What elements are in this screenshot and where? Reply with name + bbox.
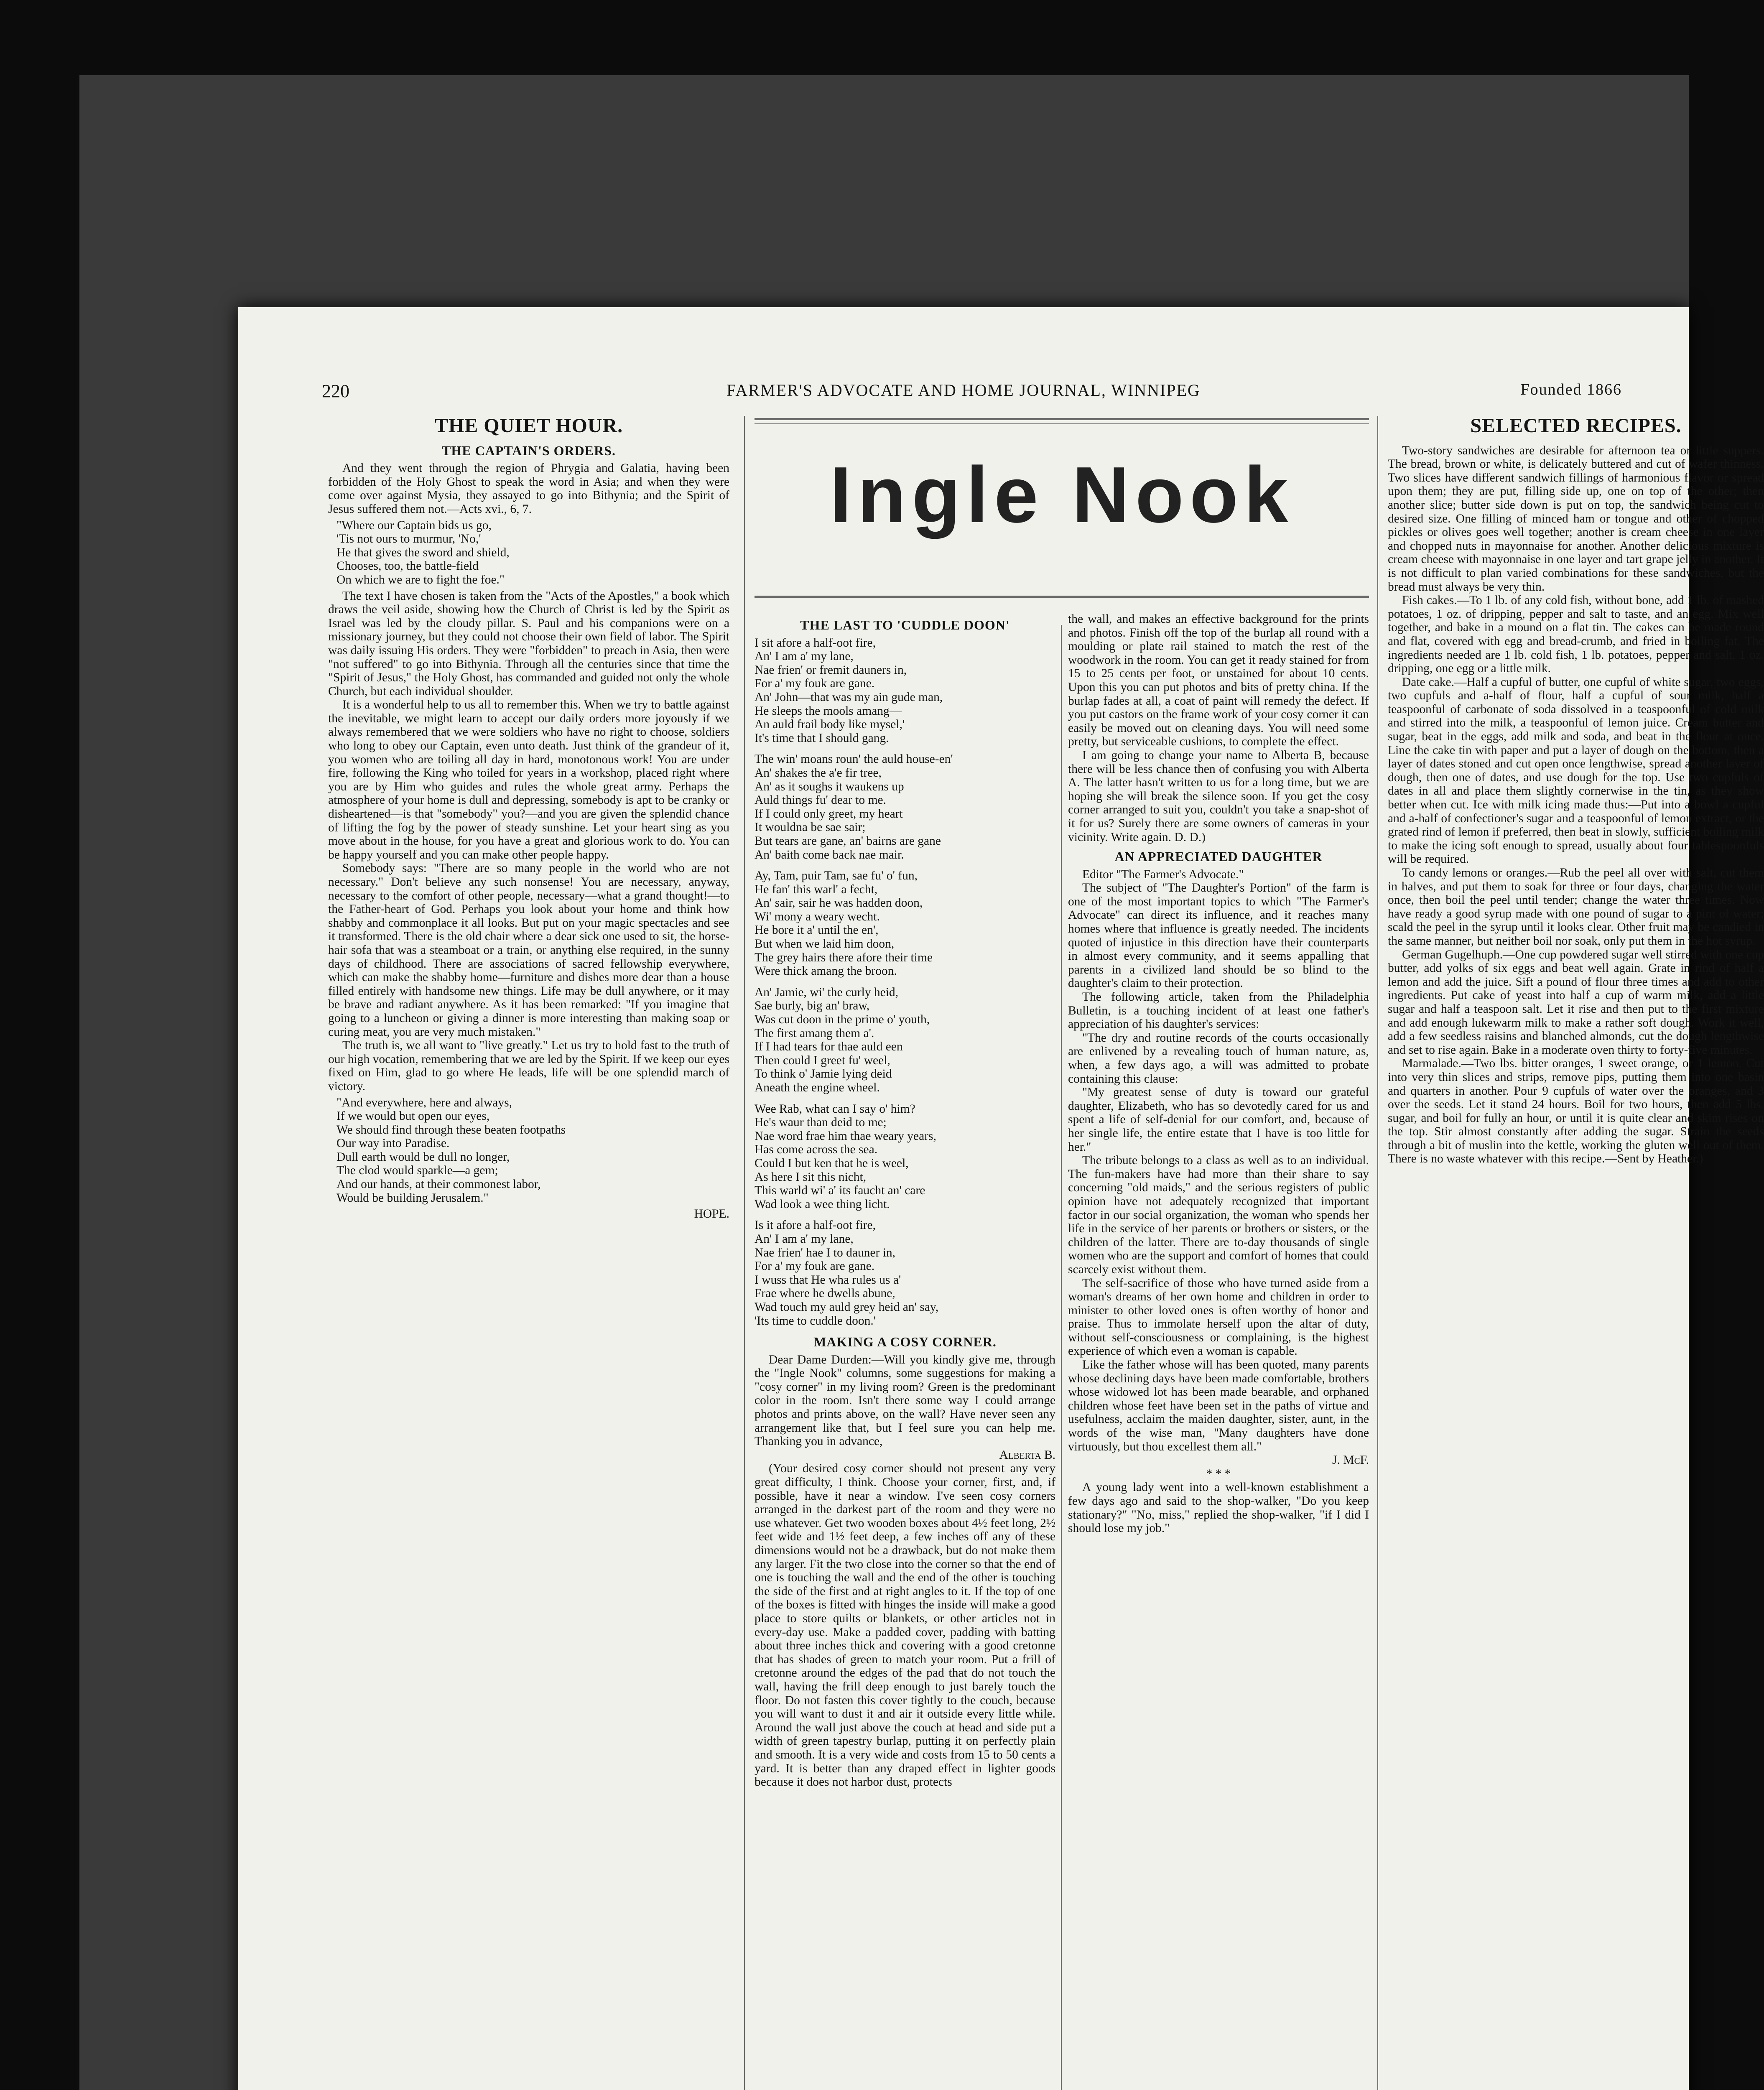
column-divider [744, 416, 745, 2090]
captains-orders-heading: THE CAPTAIN'S ORDERS. [441, 443, 616, 458]
paragraph: The subject of "The Daughter's Portion" of the farm is one of the most important topics to which "The Farmer's Advocate" can direct its influence, and it reaches many homes where that influence is greatly needed. The incidents quoted of injustice in this direction have their counterparts in almost every community, and it seems appalling that parents in a civilized land should be so blind to the daughter's claim to their protection. [1068, 881, 1369, 990]
salutation: Editor "The Farmer's Advocate." [1082, 867, 1244, 881]
letter: Dear Dame Durden:—Will you kindly give me, through the "Ingle Nook" columns, some suggestions for making a "cosy corner" in my living room? Green is the predominant color in the room. Isn't there some way I could arrange photos and prints above, on the wall? Have never seen any arrangement like that, but I feel sure you can help me. Thanking you in advance, [755, 1353, 1055, 1448]
recipe: German Gugelhuph.—One cup powdered sugar well stirred with one cup butter, add yolks of six eggs and beat well again. Grate in rind of half a lemon and add the juice. Sift a pound of flour three times and add to other ingredients. Put cake of yeast into half a cup of warm milk, add a little sugar and half a teaspoon salt. Let it rise and then put to the first mixture and add enough lukewarm milk to make a rather soft dough. Work it well, add a few seedless raisins and blanched almonds, cut the dough lengthwise and set to rise again. Bake in a moderate oven thirty to forty-five minutes. [1388, 948, 1764, 1057]
letter-signature: Alberta B. [999, 1448, 1055, 1462]
page-header [238, 380, 1689, 405]
founded-note: Founded 1866 [1520, 381, 1622, 398]
recipe: Fish cakes.—To 1 lb. of any cold fish, without bone, add 1 lb. of mashed potatoes, 1 oz. of dripping, pepper and salt to taste, and an egg. Mix well together, and bake in a mound on a flat tin. The cakes can be made round and flat, covered with egg and bread-crumb, and fried in boiling fat. The ingredients needed are 1 lb. cold fish, 1 lb. potatoes, pepper and salt, 1 oz. dripping, one egg or a little milk. [1388, 594, 1764, 675]
recipe: Marmalade.—Two lbs. bitter oranges, 1 sweet orange, or 1 lemon. Cut into very thin slices and strips, remove pips, putting them into one basin and quarters in another. Pour 9 cupfuls of water over the oranges, and 3 over the seeds. Let it stand 24 hours. Boil for two hours, then add 5 lbs. sugar, and boil for fully an hour, or until it is quite clear and skim rises on the top. Stir almost constantly after adding the sugar. Strain the seeds through a bit of muslin into the kettle, working the gluten well out of them. There is no waste whatever with this recipe.—Sent by Heather.) [1388, 1057, 1764, 1166]
recipe: To candy lemons or oranges.—Rub the peel all over with salt, cut them in halves, and put them to soak for three or four days, changing the water once, then boil the peel until tender; change the water three times. Now have ready a good syrup made with one pound of sugar to a pint of water; scald the peel in the syrup until it looks clear. Other fruit may be candied in the same manner, but neither boil nor soak, only put them in the hot syrup. [1388, 866, 1764, 948]
stanza: The win' moans roun' the auld house-en' An' shakes the a'e fir tree, An' as it soughs it waukens up Auld things fu' dear to me. If I could only greet, my heart It wouldna be sae sair; But tears are gane, an' bairns are gane An' baith come back nae mair. [755, 752, 953, 861]
running-title: FARMER'S ADVOCATE AND HOME JOURNAL, WINNIPEG [727, 381, 1201, 400]
masthead-rule [755, 596, 1369, 598]
stanza: I sit afore a half-oot fire, An' I am a' my lane, Nae frien' or fremit dauners in, For a' my fouk are gane. An' John—that was my ain gude man, He sleeps the mools amang— An auld frail body like mysel,' It's time that I should gang. [755, 636, 943, 745]
verse: "And everywhere, here and always, If we would but open our eyes, We should find through these beaten footpaths Our way into Paradise. Dull earth would be dull no longer, The clod would sparkle—a gem; And our hands, at their commonest labor, Would be building Jerusalem." [336, 1096, 566, 1205]
paragraph: And they went through the region of Phrygia and Galatia, having been forbidden of the Holy Ghost to speak the word in Asia; and when they were come over against Mysia, they assayed to go into Bithynia; and the Spirit of Jesus suffered them not.—Acts xvi., 6, 7. [328, 461, 729, 516]
anecdote: A young lady went into a well-known establishment a few days ago and said to the shop-walker, "Do you keep stationary?" "No, miss," replied the shop-walker, "if I did I should lose my job." [1068, 1481, 1369, 1535]
paragraph: Somebody says: "There are so many people in the world who are not necessary." Don't believe any such nonsense! You are necessary, anyway, necessary to the comfort of other people, necessary—what a grand thought!—to the Father-heart of God. Perhaps you look about your home and think how shabby and commonplace it all looks. But put on your magic spectacles and see it transformed. There is the old chair where a dear sick one used to sit, the horse-hair sofa that was a steamboat or a train, or anything else required, in the sunny days of childhood. There are associations of sacred fellowship everywhere, which can make the shabby home—furniture and dishes more dear than a house filled entirely with handsome new things. Life may be dull anywhere, or it may be brave and radiant anywhere. As it has been remarked: "If you imagine that going to a luncheon or giving a dinner is more interesting than making soap or curing meat, you are very much mistaken." [328, 861, 729, 1039]
signature: J. McF. [1332, 1453, 1369, 1467]
column-divider [1061, 625, 1062, 2090]
cuddle-doon-heading: THE LAST TO 'CUDDLE DOON' [800, 617, 1010, 632]
ingle-nook-column-left [755, 612, 1055, 2090]
paragraph: "The dry and routine records of the courts occasionally are enlivened by a revealing touch of human nature, as, when, a few days ago, a will was admitted to probate containing this clause: [1068, 1031, 1369, 1086]
separator-stars: * * * [1206, 1467, 1231, 1481]
paragraph: "My greatest sense of duty is toward our grateful daughter, Elizabeth, who has so devotedly cared for us and spent a life of self-denial for our comfort, and, because of her single life, the entire estate that I have is too little for her." [1068, 1086, 1369, 1154]
stanza: Is it afore a half-oot fire, An' I am a' my lane, Nae frien' hae I to dauner in, For a' my fouk are gane. I wuss that He wha rules us a' Frae where he dwells abune, Wad touch my auld grey heid an' say, 'Its time to cuddle doon.' [755, 1218, 939, 1328]
newspaper-page [238, 307, 1764, 2090]
masthead-title: Ingle Nook [829, 451, 1294, 539]
paragraph: The text I have chosen is taken from the "Acts of the Apostles," a book which draws the veil aside, showing how the Church of Christ is led by the Spirit as Israel was led by the cloudy pillar. S. Paul and his companions were on a missionary journey, but they could not choose their own field of labor. The Spirit was daily issuing His orders. They were "forbidden" to preach in Asia, then were "not suffered" to go into Bithynia. Through all the centuries since that time the "Spirit of Jesus," the Holy Ghost, has commanded and guided not only the whole Church, but each individual shoulder. [328, 589, 729, 698]
reply-continued: I am going to change your name to Alberta B, because there will be less chance then of confusing you with Alberta A. The latter hasn't written to us for a long time, but we are hoping she will break the silence soon. If you get the cosy corner arranged to suit you, couldn't you take a snap-shot of it for us? Surely there are some owners of cameras in your vicinity. Write again. D. D.) [1068, 748, 1369, 844]
page-number: 220 [322, 381, 349, 401]
reply: (Your desired cosy corner should not present any very great difficulty, I think. Choose your corner, first, and, if possible, have it near a window. I've seen cosy corners arranged in the darkest part of the room and they were no use whatever. Get two wooden boxes about 4½ feet long, 2½ feet wide and 1½ feet deep, a few inches off any of these dimensions would not be a drawback, but do not make them any larger. Fit the two close into the corner so that the end of one is touching the wall and the end of the other is touching the side of the first and at right angles to it. If the top of one of the boxes is fitted with hinges the inside will make a good place to store quilts or blankets, or other articles not in every-day use. Make a padded cover, padding with batting about three inches thick and covering with a good cretonne that has shades of green to match your room. Put a frill of cretonne around the edges of the pad that do not touch the wall, having the frill deep enough to just barely touch the floor. Do not fasten this cover tightly to the couch, because you will want to dust it and air it outside every little while. Around the wall just above the couch at head and side put a width of green tapestry burlap, putting it on perfectly plain and smooth. It is a very wide and costs from 15 to 50 cents a yard. It is better than any draped effect in lighter goods because it does not harbor dust, protects [755, 1462, 1055, 1789]
paragraph: The self-sacrifice of those who have turned aside from a woman's dreams of her own home and children in order to minister to other loved ones is often worthy of honor and praise. Thus to immolate herself upon the altar of duty, without self-consciousness or complaining, is the highest experience of which even a woman is capable. [1068, 1276, 1369, 1358]
stanza: Wee Rab, what can I say o' him? He's waur than deid to me; Nae word frae him thae weary years, Has come across the sea. Could I but ken that he is weel, As here I sit this nicht, This warld wi' a' its faucht an' care Wad look a wee thing licht. [755, 1102, 936, 1211]
ingle-nook-masthead [755, 418, 1369, 594]
daughter-heading: AN APPRECIATED DAUGHTER [1114, 849, 1323, 864]
recipes-heading: SELECTED RECIPES. [1470, 415, 1682, 437]
recipe: Two-story sandwiches are desirable for afternoon tea or little suppers. The bread, brown or white, is delicately buttered and cut of wafer thinness. Two slices have different sandwich fillings of harmonious flavor or spread upon them; they are put, filling side up, one on top of the other; then another slice; butter side down is put on top, the sandwich being cut to desired size. One filling of minced ham or tongue and other of chopped pickles or olives goes well together; another is cream cheese in one layer and chopped nuts in mayonnaise for another. Another delicious mixture is cream cheese with mayonnaise in one layer and tart grape jelly in another. It is not difficult to plan varied combinations for these sandwiches, but the bread must always be very thin. [1388, 443, 1764, 594]
reply-continued: the wall, and makes an effective background for the prints and photos. Finish off the top of the burlap all round with a moulding or plate rail stained to match the rest of the woodwork in the room. You can get it ready stained for from 15 to 25 cents per foot, or unstained for about 10 cents. Upon this you can put photos and bits of pretty china. If the burlap fades at all, a coat of paint will remedy the defect. If you put castors on the frame work of your cosy corner it can easily be moved out on cleaning days. You will need some pretty, but serviceable cushions, to complete the effect. [1068, 612, 1369, 749]
verse: "Where our Captain bids us go, 'Tis not ours to murmur, 'No,' He that gives the sword and shield, Chooses, too, the battle-field On which we are to fight the foe." [336, 518, 510, 586]
ingle-nook-column-right [1068, 612, 1369, 2090]
paragraph: The tribute belongs to a class as well as to an individual. The fun-makers have had more than their share to say concerning "old maids," and the serious registers of public opinion have not adequately recognized that important factor in our social organization, the woman who spends her life in the service of her parents or brothers or sisters, or the children of the latter. There are to-day thousands of single women who are the support and comfort of homes that could scarcely exist without them. [1068, 1154, 1369, 1276]
cosy-corner-heading: MAKING A COSY CORNER. [813, 1334, 997, 1350]
signature: HOPE. [694, 1207, 729, 1221]
paragraph: The truth is, we all want to "live greatly." Let us try to hold fast to the truth of our high vocation, remembering that we are led by the Spirit. If we keep our eyes fixed on Him, glad to go where He leads, life will be one splendid march of victory. [328, 1039, 729, 1093]
paragraph: The following article, taken from the Philadelphia Bulletin, is a touching incident of at least one father's appreciation of his daughter's services: [1068, 990, 1369, 1031]
recipes-column [1388, 416, 1764, 2090]
paragraph: Like the father whose will has been quoted, many parents whose declining days have been made comfortable, brothers whose widowed lot has been made bearable, and orphaned children whose feet have been set in the paths of virtue and usefulness, acclaim the maiden daughter, sister, aunt, in the words of the wise man, "Many daughters have done virtuously, but thou excellest them all." [1068, 1358, 1369, 1453]
recipe: Date cake.—Half a cupful of butter, one cupful of white sugar, two eggs, two cupfuls and a-half of flour, half a cupful of sour milk, half a teaspoonful of carbonate of soda dissolved in a teaspoonful of cold milk and stirred into the milk, a teaspoonful of lemon juice. Cream butter and sugar, beat in the eggs, add milk and soda, and beat in the flour at once. Line the cake tin with paper and put a layer of dough on the bottom, then a layer of dates stoned and cut open once lengthwise, spread another layer of dough, then one of dates, and use dough for the top. Use two cupfuls of dates in all and place them slightly cornerwise in the tin, as they show better when cut. Ice with milk icing made thus:—Put into a bowl a cupful and a-half of confectioner's sugar and a teaspoonful of lemon extract, or the grated rind of lemon if preferred, then beat in slowly, sufficient boiling milk to make the icing soft enough to spread, usually about four tablespoonfuls will be required. [1388, 675, 1764, 866]
paragraph: It is a wonderful help to us all to remember this. When we try to battle against the inevitable, we might learn to accept our daily orders more joyously if we always remembered that we were soldiers who have no right to choose, soldiers who long to obey our Captain, even unto death. Just think of the grandeur of it, you women who are toiling all day in hard, monotonous work! You are under fire, following the King who toiled for years in a workshop, placed right where you are by Him who guides and rules the whole great army. Perhaps the atmosphere of your home is dull and depressing, somebody is apt to be cranky or disheartened—is that "somebody" you?—and you are given the splendid chance of lifting the fog by the power of steady sunshine. Let your heart sing as you move about in the house, for you have a great and glorious work to do. You can be happy yourself and you can make other people happy. [328, 698, 729, 861]
column-divider [1377, 416, 1378, 2090]
stanza: Ay, Tam, puir Tam, sae fu' o' fun, He fan' this warl' a fecht, An' sair, sair he was hadden doon, Wi' mony a weary wecht. He bore it a' until the en', But when we laid him doon, The grey hairs there afore their time Were thick amang the broon. [755, 869, 933, 978]
stanza: An' Jamie, wi' the curly heid, Sae burly, big an' braw, Was cut doon in the prime o' youth, The first amang them a'. If I had tears for thae auld een Then could I greet fu' weel, To think o' Jamie lying deid Aneath the engine wheel. [755, 985, 930, 1094]
quiet-hour-column [328, 416, 729, 2090]
quiet-hour-heading: THE QUIET HOUR. [434, 415, 623, 437]
